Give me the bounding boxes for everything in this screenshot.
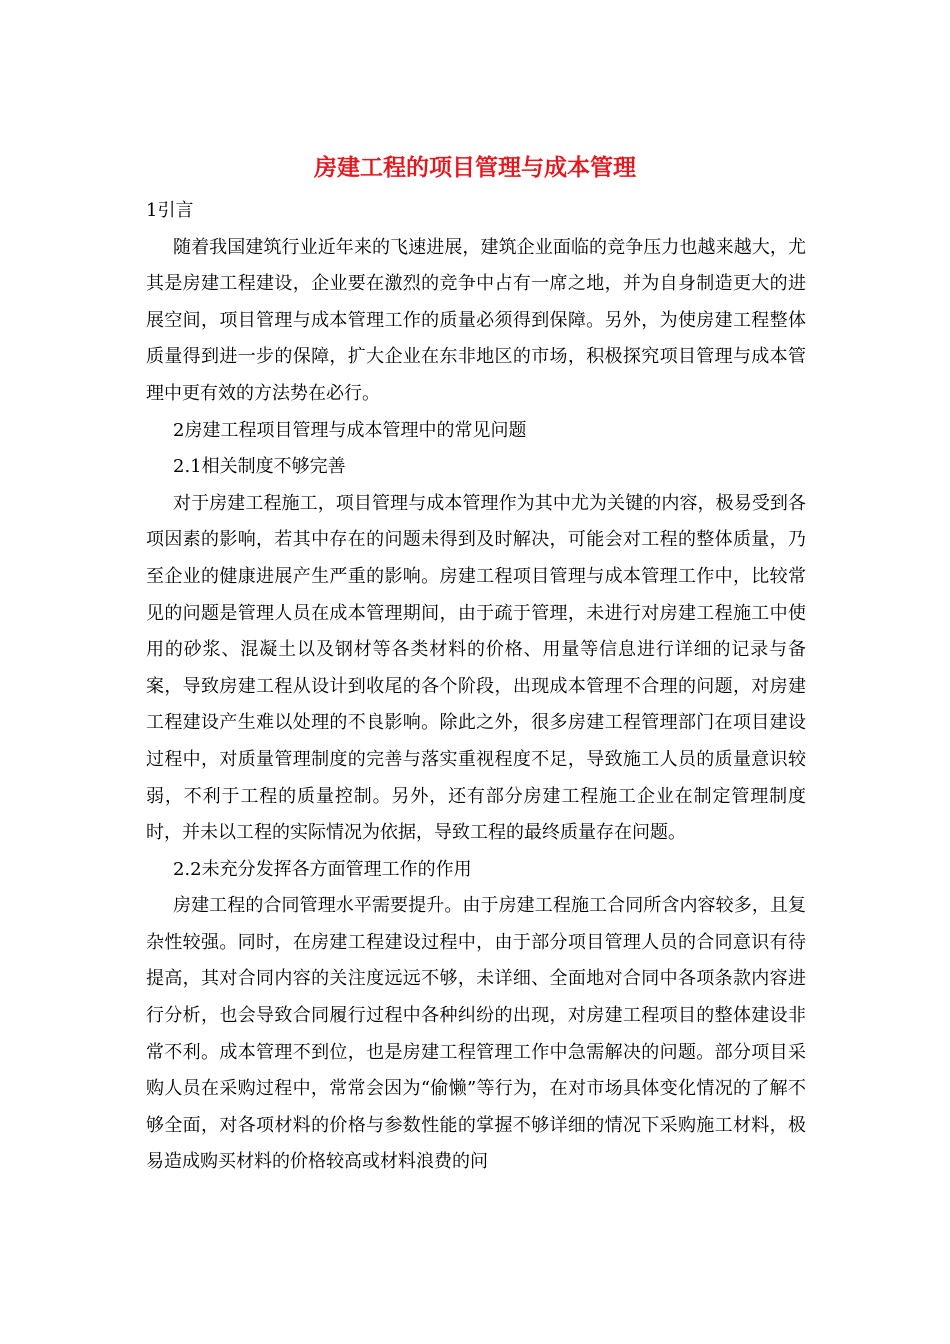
subsection-heading-2-1: 2.1相关制度不够完善 <box>173 456 346 478</box>
paragraph-2-1: 对于房建工程施工，项目管理与成本管理作为其中尤为关键的内容，极易受到各项因素的影响，若其中存在的问题未得到及时解决，可能会对工程的整体质量，乃至企业的健康进展产生严重的影响。房建工程项目管理与成本管理工作中，比较常见的问题是管理人员在成本管理期间，由于疏于管理，未进行对房建工程施工中使用的砂浆、混凝土以及钢材等各类材料的价格、用量等信息进行详细的记录与备案，导致房建工程从设计到收尾的各个阶段，出现成本管理不合理的问题，对房建工程建设产生难以处理的不良影响。除此之外，很多房建工程管理部门在项目建设过程中，对质量管理制度的完善与落实重视程度不足，导致施工人员的质量意识较弱，不利于工程的质量控制。另外，还有部分房建工程施工企业在制定管理制度时，并未以工程的实际情况为依据，导致工程的最终质量存在问题。 <box>146 492 806 844</box>
document-title: 房建工程的项目管理与成本管理 <box>314 154 636 181</box>
document-body <box>146 193 806 1181</box>
subsection-heading-2-2: 2.2未充分发挥各方面管理工作的作用 <box>173 858 472 880</box>
paragraph-intro: 随着我国建筑行业近年来的飞速进展，建筑企业面临的竞争压力也越来越大，尤其是房建工程建设，企业要在激烈的竞争中占有一席之地，并为自身制造更大的进展空间，项目管理与成本管理工作的质量必须得到保障。另外，为使房建工程整体质量得到进一步的保障，扩大企业在东非地区的市场，积极探究项目管理与成本管理中更有效的方法势在必行。 <box>146 236 806 404</box>
section-heading-intro: 1引言 <box>146 200 194 221</box>
paragraph-2-2: 房建工程的合同管理水平需要提升。由于房建工程施工合同所含内容较多，且复杂性较强。同时，在房建工程建设过程中，由于部分项目管理人员的合同意识有待提高，其对合同内容的关注度远远不够，未详细、全面地对合同中各项条款内容进行分析，也会导致合同履行过程中各种纠纷的出现，对房建工程项目的整体建设非常不利。成本管理不到位，也是房建工程管理工作中急需解决的问题。部分项目采购人员在采购过程中，常常会因为“偷懒”等行为，在对市场具体变化情况的了解不够全面，对各项材料的价格与参数性能的掌握不够详细的情况下采购施工材料，极易造成购买材料的价格较高或材料浪费的问 <box>146 895 806 1173</box>
section-heading-common-problems: 2房建工程项目管理与成本管理中的常见问题 <box>173 419 527 441</box>
